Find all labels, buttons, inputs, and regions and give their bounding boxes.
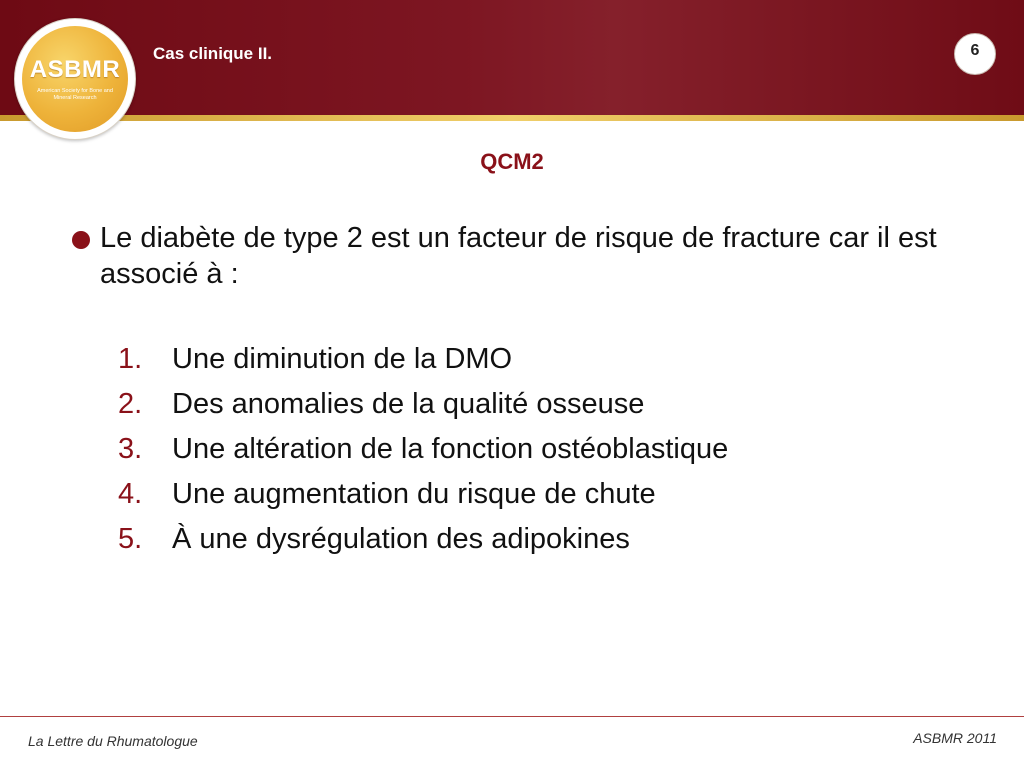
answer-option: [118, 343, 978, 388]
option-text: Des anomalies de la qualité osseuse: [172, 388, 645, 420]
answer-option: [118, 388, 978, 433]
option-text: Une diminution de la DMO: [172, 343, 513, 375]
answer-options-list: [118, 343, 978, 568]
option-number: 3.: [118, 433, 143, 465]
page-number: 6: [954, 33, 996, 75]
option-number: 4.: [118, 478, 143, 510]
slide-title: QCM2: [480, 149, 544, 174]
logo-emblem: [22, 26, 128, 132]
logo-name: ASBMR: [29, 56, 121, 83]
answer-option: [118, 433, 978, 478]
option-text: Une altération de la fonction ostéoblastique: [172, 433, 729, 465]
option-number: 2.: [118, 388, 143, 420]
logo-subtitle: American Society for Bone and Mineral Research: [37, 88, 113, 101]
option-text: À une dysrégulation des adipokines: [172, 523, 630, 555]
footer-credit: ASBMR 2011: [913, 730, 997, 746]
bullet-dot-icon: [72, 231, 90, 249]
option-number: 1.: [118, 343, 143, 375]
option-text: Une augmentation du risque de chute: [172, 478, 656, 510]
asbmr-logo: [14, 18, 136, 140]
option-number: 5.: [118, 523, 143, 555]
footer-source: La Lettre du Rhumatologue: [28, 733, 198, 749]
header-divider: [0, 115, 1024, 121]
question-text: Le diabète de type 2 est un facteur de risque de fracture car il est associé à :: [100, 222, 937, 290]
answer-option: [118, 523, 978, 568]
section-title: Cas clinique II.: [153, 44, 273, 63]
answer-option: [118, 478, 978, 523]
footer-divider: [0, 716, 1024, 717]
